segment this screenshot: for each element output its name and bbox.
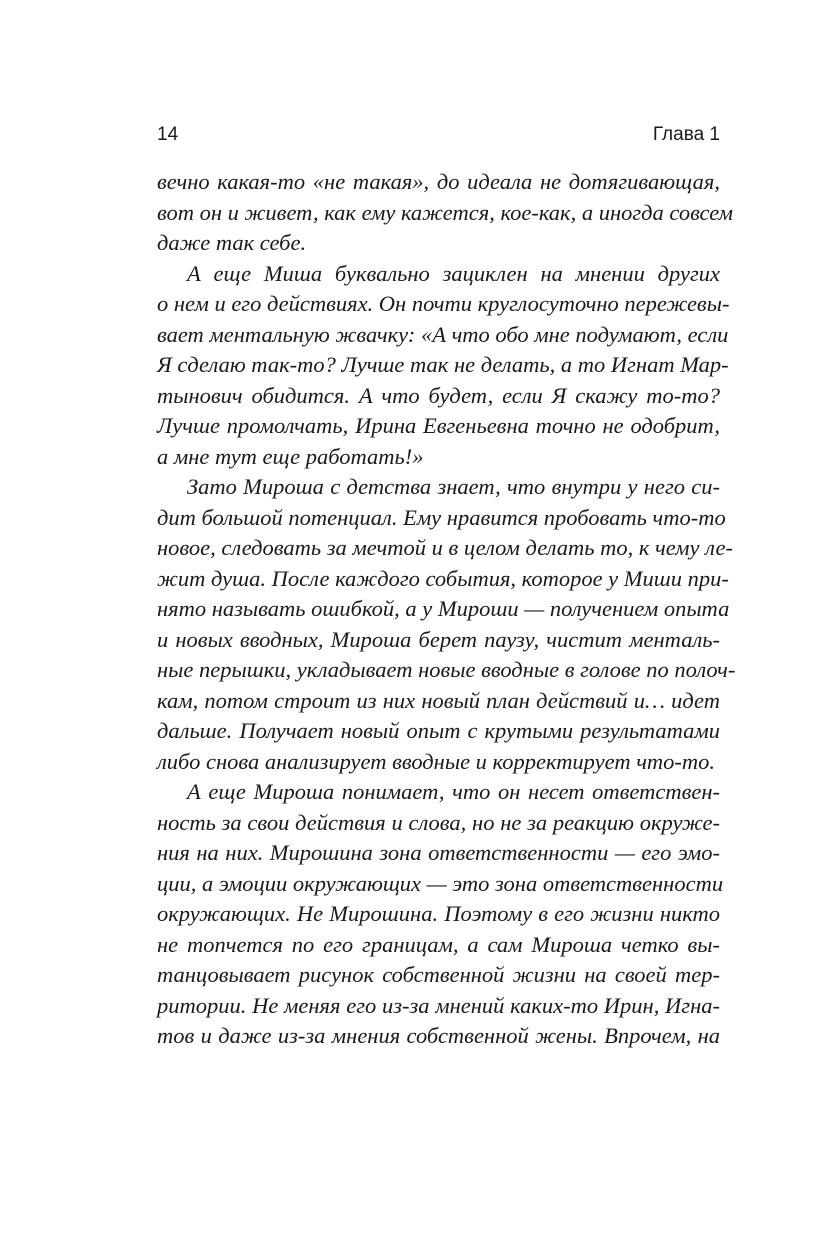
text-line: а мне тут еще работать!» [157,443,424,469]
page-number: 14 [157,124,179,145]
text-line: А еще Мироша понимает, что он несет ответствен- [187,779,720,804]
text-line: танцовывает рисунок собственной жизни на своей тер- [157,962,720,987]
text-line: А еще Миша буквально зациклен на мнении других [187,260,720,286]
text-line: ность за свои действия и слова, но не за реакцию окруже- [157,809,720,835]
text-line: либо снова анализирует вводные и корректирует что-то. [157,748,716,774]
text-line: вает ментальную жвачку: «А что обо мне подумают, если [157,321,729,347]
body-text [157,167,736,1052]
text-line: и новых вводных, Мироша берет паузу, чистит менталь- [157,626,720,652]
text-line: вот он и живет, как ему кажется, кое-как, а иногда совсем [157,199,734,225]
text-line: ные перышки, укладывает новые вводные в голове по полоч- [157,657,736,682]
text-line: жит душа. После каждого события, которое у Миши при- [157,565,729,591]
text-line: вечно какая-то «не такая», до идеала не дотягивающая, [157,169,720,194]
text-line: дит большой потенциал. Ему нравится пробовать что-то [157,504,726,530]
chapter-title: Глава 1 [652,124,720,145]
text-line: окружающих. Не Мирошина. Поэтому в его жизни никто [157,901,720,926]
text-line: не топчется по его границам, а сам Мироша четко вы- [157,931,720,957]
text-line: новое, следовать за мечтой и в целом делать то, к чему ле- [157,535,733,560]
text-line: тынович обидится. А что будет, если Я скажу то-то? [157,382,720,408]
text-line: ритории. Не меняя его из-за мнений каких-то Ирин, Игна- [157,992,720,1018]
text-line: ции, а эмоции окружающих — это зона ответственности [157,870,724,896]
text-line: дальше. Получает новый опыт с крутыми результатами [157,718,720,743]
text-line: даже так себе. [157,230,307,255]
text-line: тов и даже из-за мнения собственной жены. Впрочем, на [157,1023,720,1048]
text-line: Лучше промолчать, Ирина Евгеньевна точно не одобрит, [157,413,720,438]
text-line: о нем и его действиях. Он почти круглосуточно пережевы- [157,291,730,316]
text-line: кам, потом строит из них новый план действий и… идет [157,687,720,713]
text-line: Зато Мироша с детства знает, что внутри у него си- [187,474,720,499]
text-line: ния на них. Мирошина зона ответственности — его эмо- [157,840,720,865]
text-line: Я сделаю так-то? Лучше так не делать, а то Игнат Мар- [157,352,729,377]
text-line: нято называть ошибкой, а у Мироши — получением опыта [157,596,730,621]
page-header [157,124,720,154]
